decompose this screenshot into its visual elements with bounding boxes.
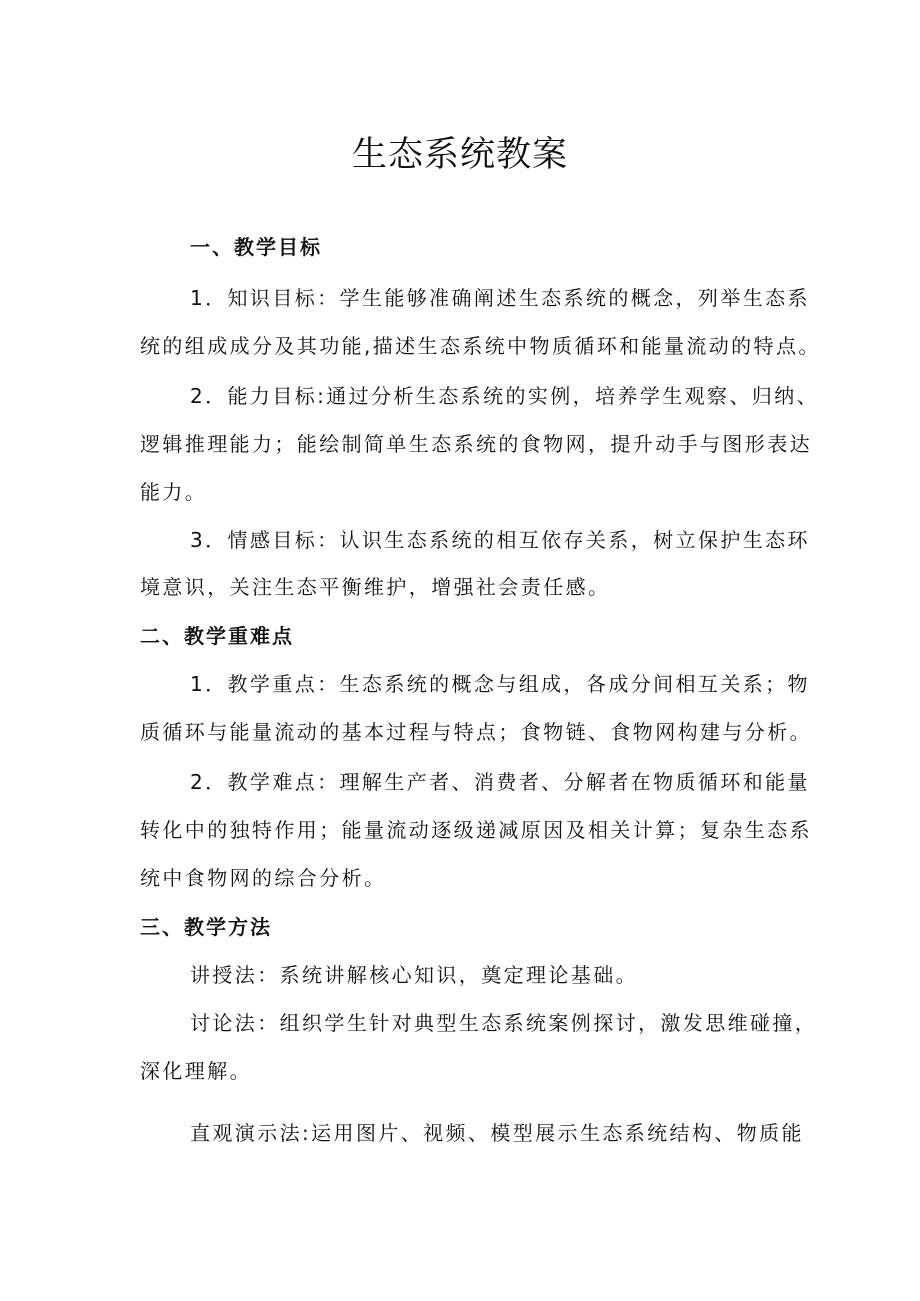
section-heading-teaching-methods: 三、教学方法 bbox=[140, 915, 272, 939]
paragraph-line: 2．教学难点：理解生产者、消费者、分解者在物质循环和能量 bbox=[190, 770, 810, 794]
section-heading-key-difficult-points: 二、教学重难点 bbox=[140, 624, 294, 648]
document-title: 生态系统教案 bbox=[351, 135, 568, 175]
paragraph-line: 2．能力目标:通过分析生态系统的实例，培养学生观察、归纳、 bbox=[190, 384, 820, 408]
paragraph-line: 直观演示法:运用图片、视频、模型展示生态系统结构、物质能 bbox=[190, 1121, 804, 1145]
paragraph-line: 1．教学重点：生态系统的概念与组成，各成分间相互关系；物 bbox=[190, 672, 810, 696]
paragraph-line: 统中食物网的综合分析。 bbox=[140, 866, 387, 890]
paragraph-line: 转化中的独特作用；能量流动逐级递减原因及相关计算；复杂生态系 bbox=[140, 818, 812, 842]
paragraph-line: 深化理解。 bbox=[140, 1059, 252, 1083]
paragraph-line: 逻辑推理能力；能绘制简单生态系统的食物网，提升动手与图形表达 bbox=[140, 432, 812, 456]
section-heading-objectives: 一、教学目标 bbox=[190, 235, 322, 259]
paragraph-line: 1．知识目标：学生能够准确阐述生态系统的概念，列举生态系 bbox=[190, 286, 810, 310]
paragraph-line: 讲授法：系统讲解核心知识，奠定理论基础。 bbox=[190, 963, 638, 987]
paragraph-line: 境意识，关注生态平衡维护，增强社会责任感。 bbox=[140, 575, 611, 599]
paragraph-line: 讨论法：组织学生针对典型生态系统案例探讨，激发思维碰撞， bbox=[190, 1011, 818, 1035]
paragraph-line: 3．情感目标：认识生态系统的相互依存关系，树立保护生态环 bbox=[190, 528, 810, 552]
paragraph-line: 能力。 bbox=[140, 480, 208, 504]
paragraph-line: 质循环与能量流动的基本过程与特点；食物链、食物网构建与分析。 bbox=[140, 720, 812, 744]
paragraph-line: 统的组成成分及其功能,描述生态系统中物质循环和能量流动的特点。 bbox=[140, 334, 821, 358]
